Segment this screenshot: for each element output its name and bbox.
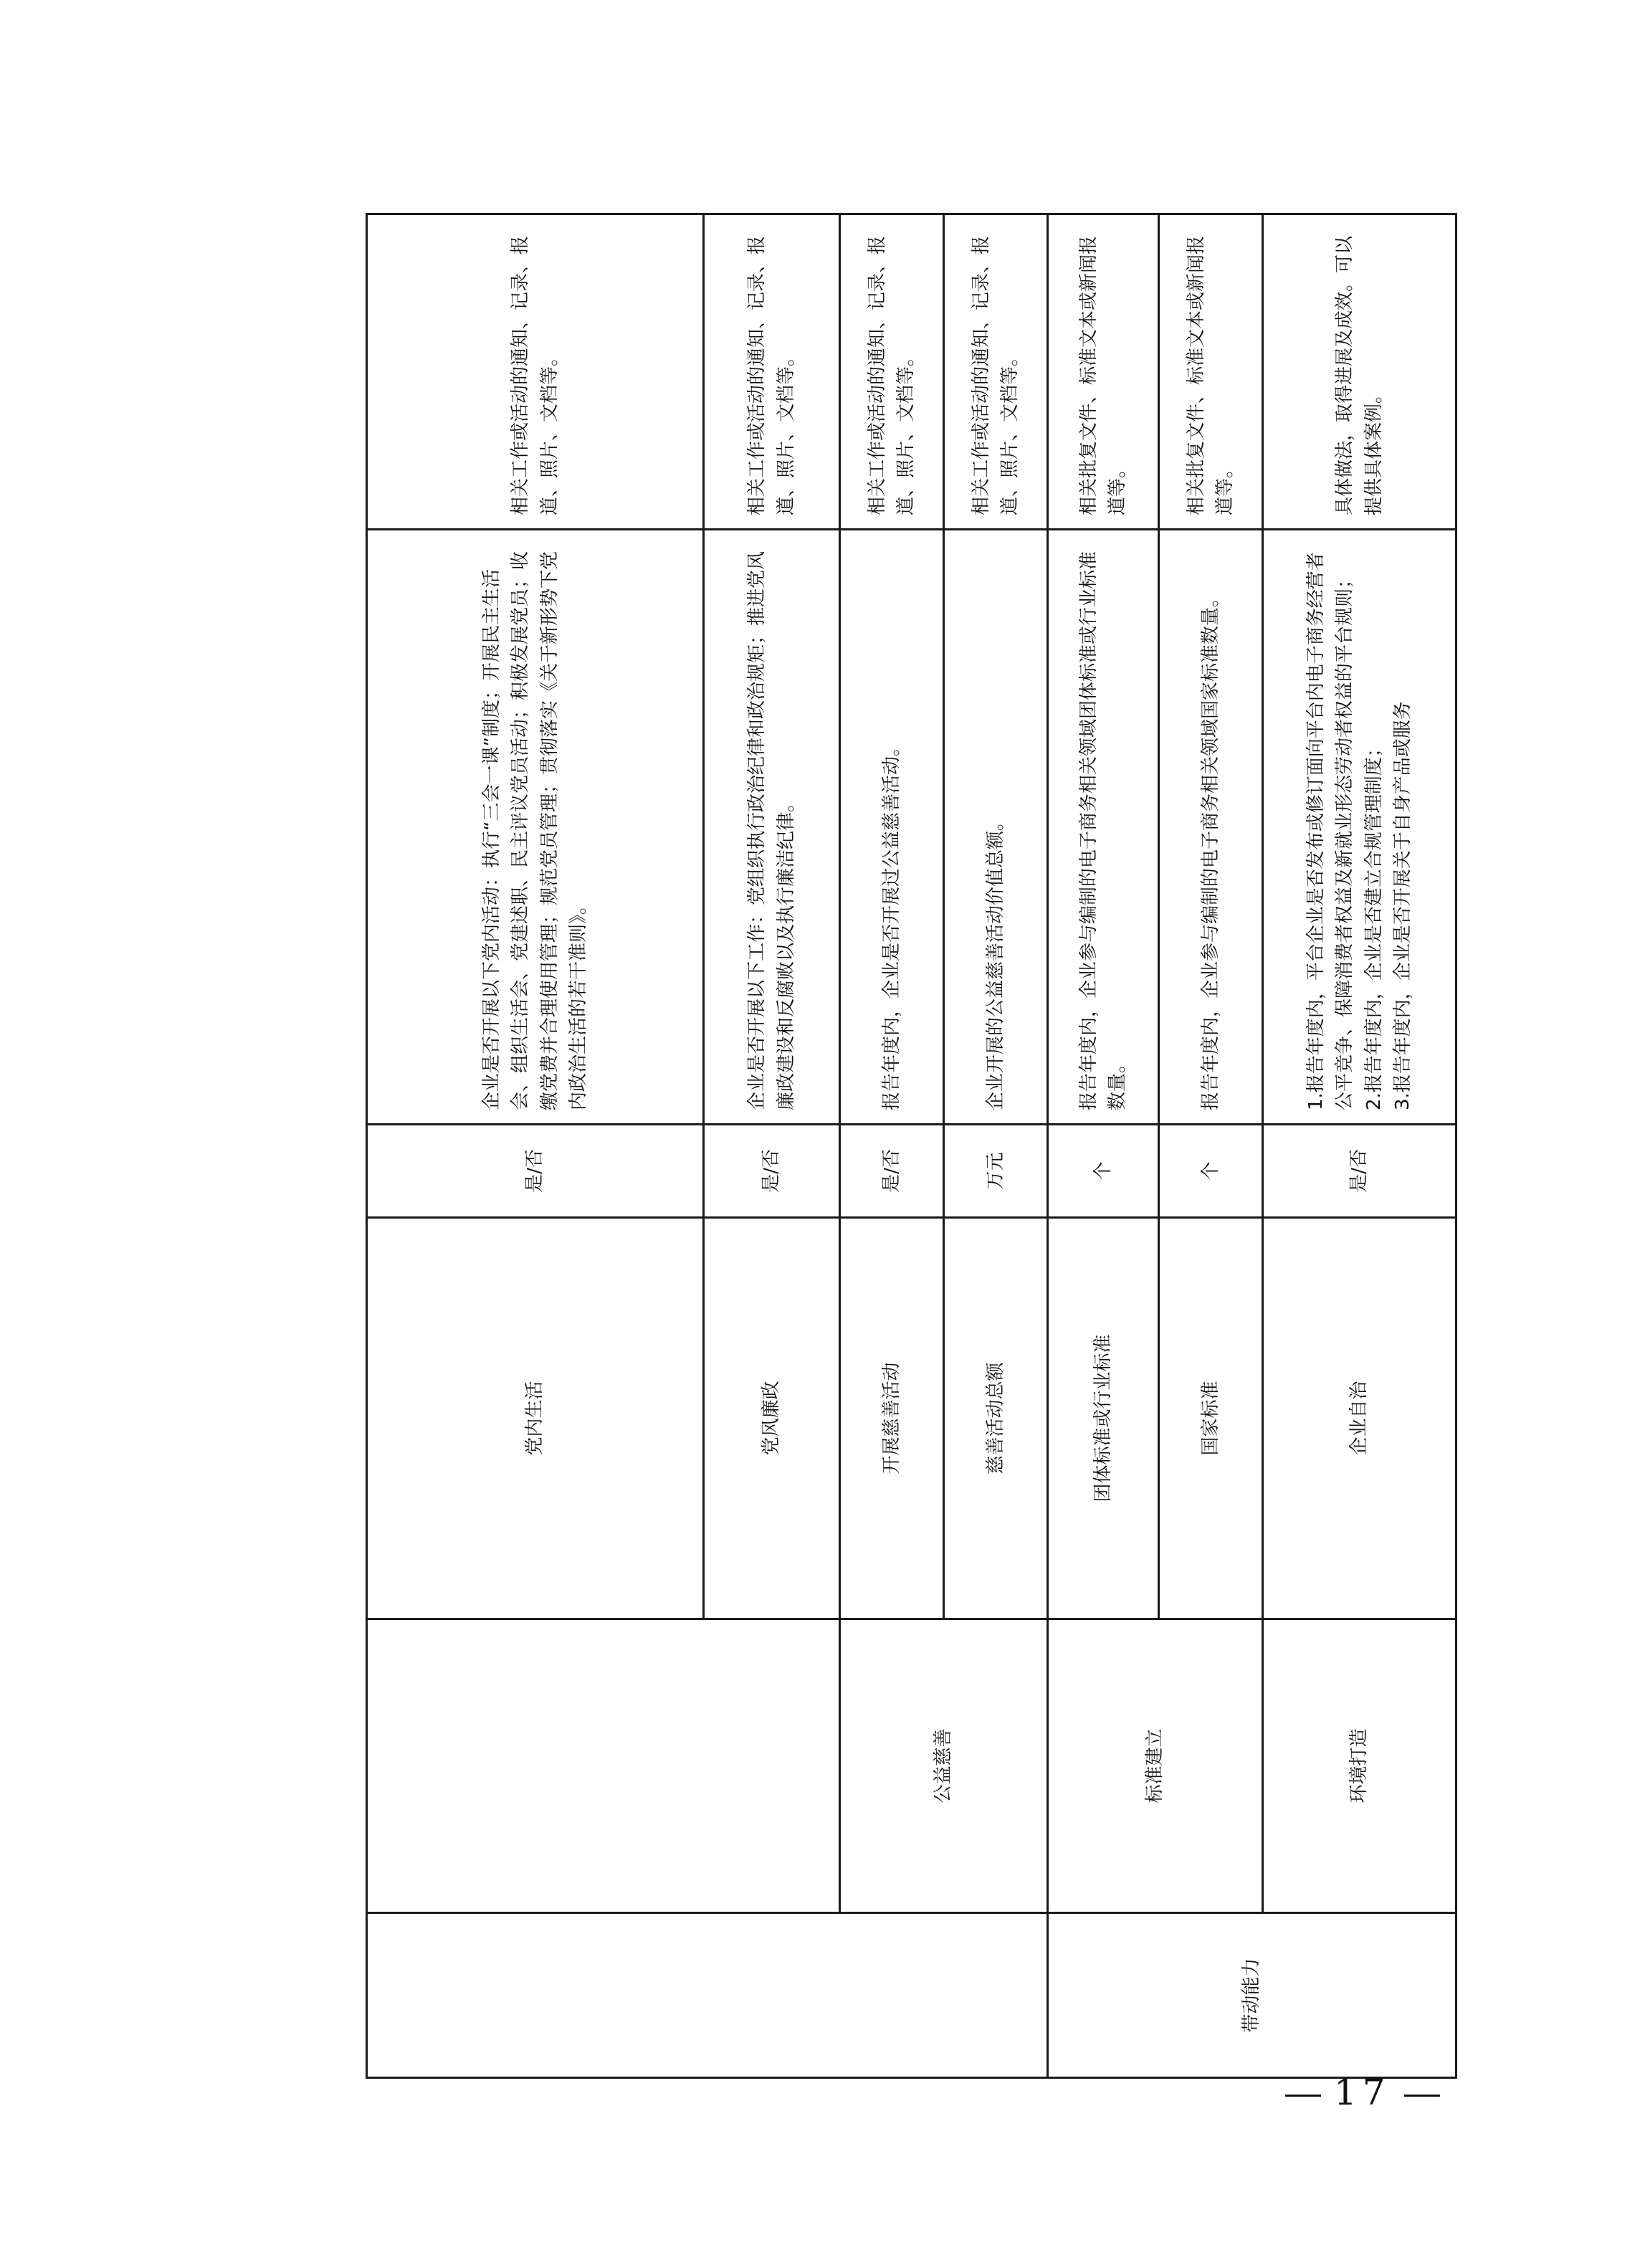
level2-cell: 公益慈善 [840, 1619, 1048, 1913]
table-row [840, 214, 944, 2078]
indicator-cell: 党内生活 [367, 1218, 704, 1619]
level1-cell [367, 1913, 1048, 2078]
unit-cell: 个 [1048, 1125, 1159, 1218]
rotated-table-frame [366, 215, 1413, 2079]
description-cell: 报告年度内，企业是否开展过公益慈善活动。 [840, 530, 944, 1125]
description-cell: 报告年度内，企业参与编制的电子商务相关领域国家标准数量。 [1159, 530, 1263, 1125]
evidence-cell: 相关工作或活动的通知、记录、报道、照片、文档等。 [840, 214, 944, 530]
indicator-cell: 国家标准 [1159, 1218, 1263, 1619]
unit-cell: 是/否 [704, 1125, 840, 1218]
page-number-text: 17 [1334, 2072, 1391, 2113]
unit-cell: 是/否 [367, 1125, 704, 1218]
description-cell: 企业是否开展以下工作：党组织执行政治纪律和政治规矩；推进党风廉政建设和反腐败以及执行廉洁纪律。 [704, 530, 840, 1125]
level2-cell: 环境打造 [1263, 1619, 1457, 1913]
page-number [1272, 2072, 1453, 2113]
indicator-cell: 企业自治 [1263, 1218, 1457, 1619]
indicator-cell: 团体标准或行业标准 [1048, 1218, 1159, 1619]
evidence-cell: 相关批复文件、标准文本或新闻报道等。 [1159, 214, 1263, 530]
unit-cell: 万元 [944, 1125, 1048, 1218]
table-row [367, 214, 704, 2078]
description-cell: 1.报告年度内，平台企业是否发布或修订面向平台内电子商务经营者公平竞争、保障消费者权益及新就业形态劳动者权益的平台规则； 2.报告年度内，企业是否建立合规管理制度； 3.报告年度内，企业是否开展关于自身产品或服务 [1263, 530, 1457, 1125]
unit-cell: 个 [1159, 1125, 1263, 1218]
level2-cell: 标准建立 [1048, 1619, 1263, 1913]
table-row [1048, 214, 1159, 2078]
level2-cell [367, 1619, 840, 1913]
evidence-cell: 相关工作或活动的通知、记录、报道、照片、文档等。 [944, 214, 1048, 530]
indicator-cell: 党风廉政 [704, 1218, 840, 1619]
unit-cell: 是/否 [1263, 1125, 1457, 1218]
evidence-cell: 相关工作或活动的通知、记录、报道、照片、文档等。 [367, 214, 704, 530]
indicator-table [366, 213, 1457, 2079]
unit-cell: 是/否 [840, 1125, 944, 1218]
level1-cell: 带动能力 [1048, 1913, 1457, 2078]
evidence-cell: 相关批复文件、标准文本或新闻报道等。 [1048, 214, 1159, 530]
table-row [1263, 214, 1457, 2078]
description-cell: 企业开展的公益慈善活动价值总额。 [944, 530, 1048, 1125]
description-cell: 报告年度内，企业参与编制的电子商务相关领域团体标准或行业标准数量。 [1048, 530, 1159, 1125]
dash-left [1285, 2095, 1321, 2097]
evidence-cell: 相关工作或活动的通知、记录、报道、照片、文档等。 [704, 214, 840, 530]
indicator-cell: 开展慈善活动 [840, 1218, 944, 1619]
evidence-cell: 具体做法，取得进展及成效。可以提供具体案例。 [1263, 214, 1457, 530]
indicator-cell: 慈善活动总额 [944, 1218, 1048, 1619]
description-cell: 企业是否开展以下党内活动：执行“三会一课”制度；开展民主生活会、组织生活会、党建述职、民主评议党员活动；积极发展党员；收缴党费并合理使用管理；规范党员管理；贯彻落实《关于新形势下党内政治生活的若干准则》。 [367, 530, 704, 1125]
dash-right [1404, 2095, 1440, 2097]
